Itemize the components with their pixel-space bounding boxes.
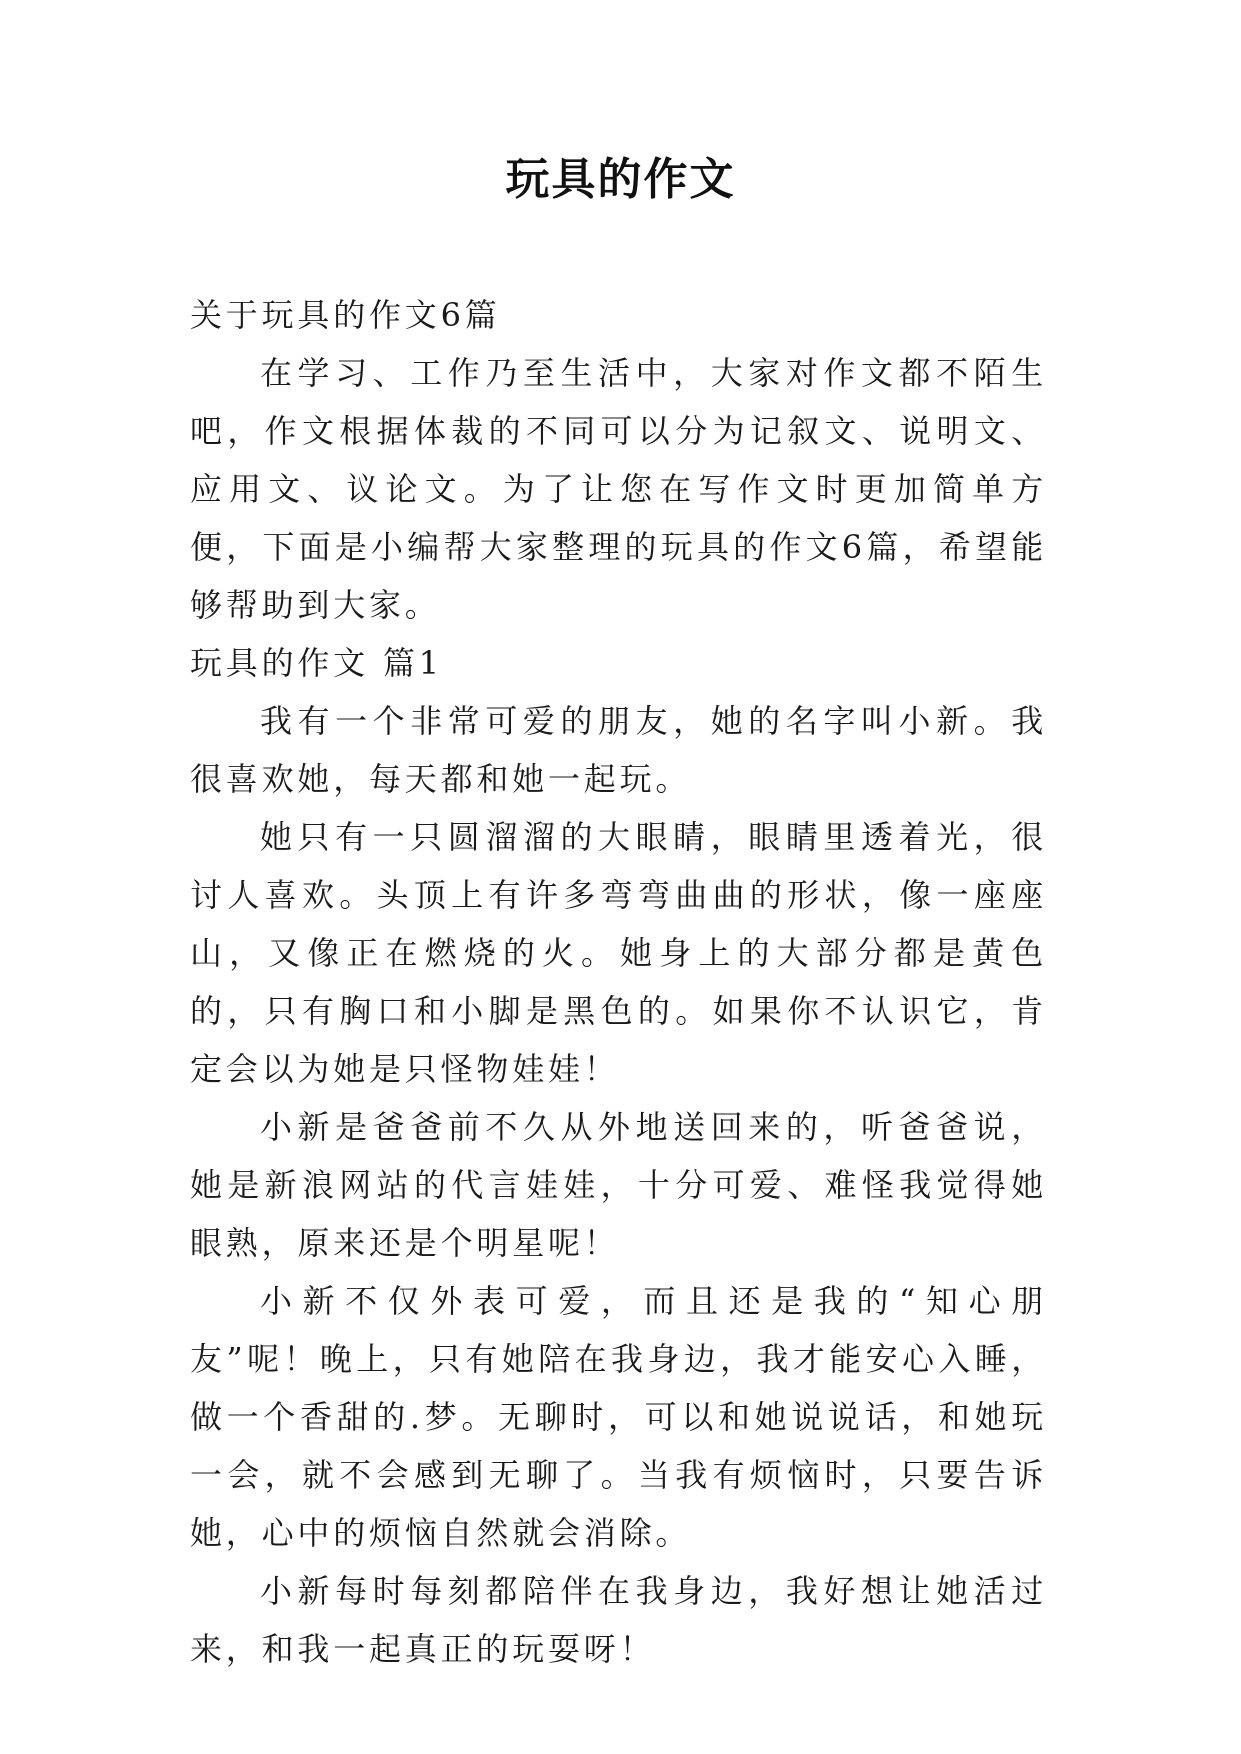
body-paragraph: 小新不仅外表可爱，而且还是我的“知心朋友”呢！晚上，只有她陪在我身边，我才能安心入睡，做一个香甜的.梦。无聊时，可以和她说说话，和她玩一会，就不会感到无聊了。当我有烦恼时，只要告诉她，心中的烦恼自然就会消除。 — [190, 1282, 1047, 1552]
document-title: 玩具的作文 — [505, 154, 736, 205]
intro-heading: 关于玩具的作文6篇 — [190, 296, 501, 334]
body-paragraph: 小新是爸爸前不久从外地送回来的，听爸爸说，她是新浪网站的代言娃娃，十分可爱、难怪我觉得她眼熟，原来还是个明星呢！ — [190, 1108, 1047, 1262]
body-paragraph: 小新每时每刻都陪伴在我身边，我好想让她活过来，和我一起真正的玩耍呀！ — [190, 1572, 1047, 1668]
body-paragraph: 我有一个非常可爱的朋友，她的名字叫小新。我很喜欢她，每天都和她一起玩。 — [190, 702, 1047, 798]
section-heading: 玩具的作文 篇1 — [190, 644, 443, 682]
body-paragraph: 她只有一只圆溜溜的大眼睛，眼睛里透着光，很讨人喜欢。头顶上有许多弯弯曲曲的形状，像一座座山，又像正在燃烧的火。她身上的大部分都是黄色的，只有胸口和小脚是黑色的。如果你不认识它，肯定会以为她是只怪物娃娃！ — [190, 818, 1047, 1088]
intro-paragraph: 在学习、工作乃至生活中，大家对作文都不陌生吧，作文根据体裁的不同可以分为记叙文、说明文、应用文、议论文。为了让您在写作文时更加简单方便，下面是小编帮大家整理的玩具的作文6篇，希望能够帮助到大家。 — [190, 354, 1047, 624]
document-body — [190, 286, 1047, 1678]
